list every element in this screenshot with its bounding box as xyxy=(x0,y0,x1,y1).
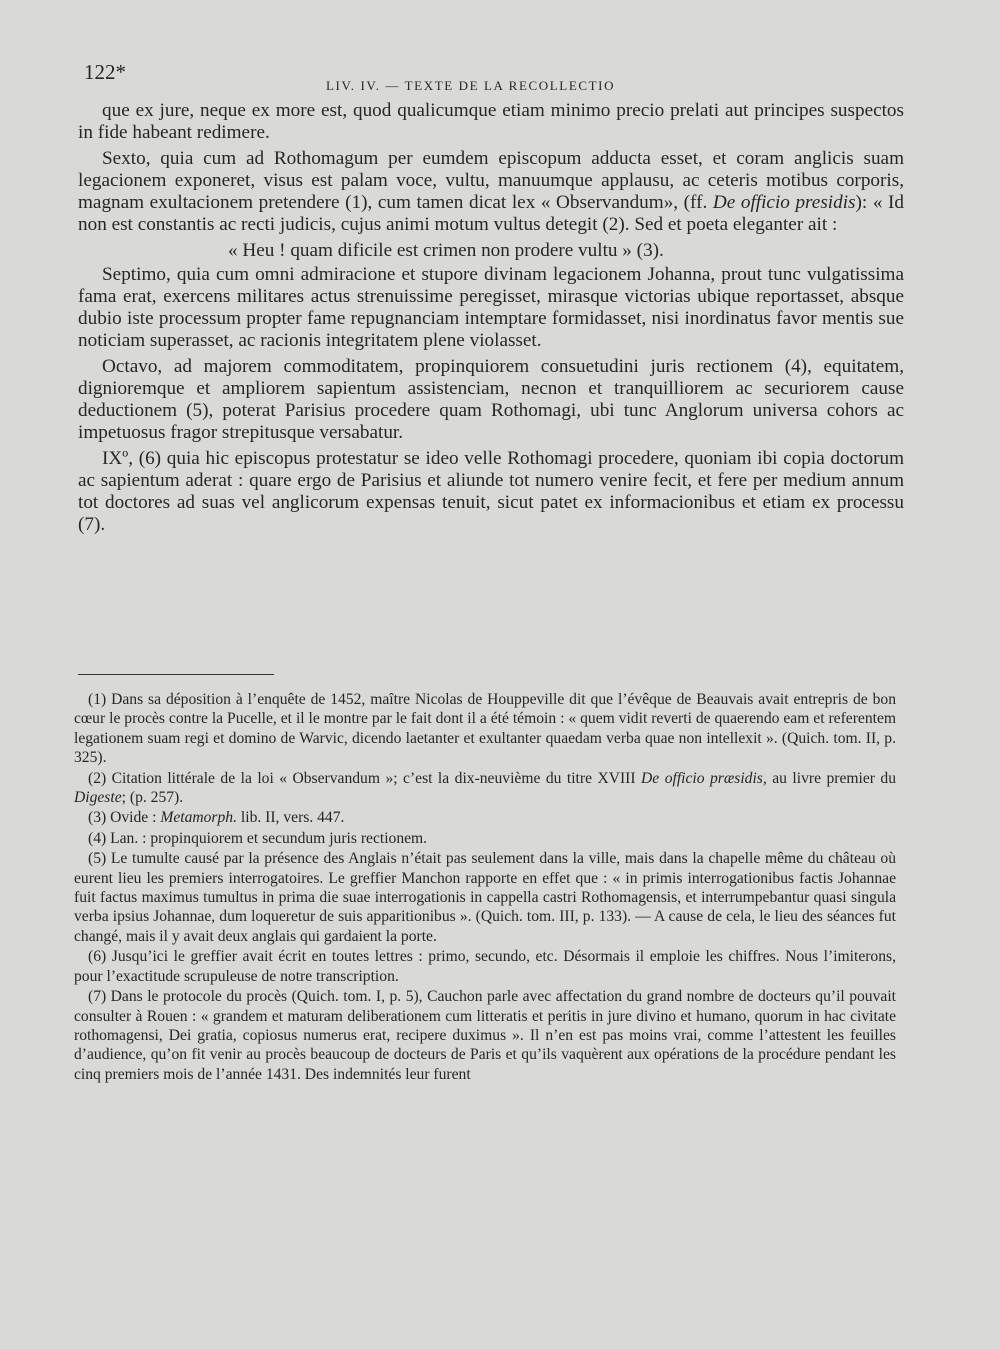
footnote-7: (7) Dans le protocole du procès (Quich. tom. I, p. 5), Cauchon parle avec affectation du grand nombre de docteurs qu’il pouvait consulter à Rouen : « grandem et maturam deliberationem cum litteratis et peritis in jure divino et humano, quorum in hac civitate rothomagensi, Dei gratia, copiosus numerus erat, recipere duximus ». Il n’en est pas moins vrai, comme l’attestent les feuilles d’audience, qu’on fit venir au procès beaucoup de docteurs de Paris et qu’ils vaquèrent aux opérations de la procédure pendant les cinq premiers mois de l’année 1431. Des indemnités leur furent xyxy=(74,988,896,1083)
footnote-2-text-b: au livre premier du xyxy=(772,769,896,787)
footnote-3-work: Metamorph. xyxy=(160,809,237,827)
paragraph-2-text-b: ): « Id non est constantis ac recti judicis, cujus animi motum vultus detegit (2). Sed et poeta eleganter ait : xyxy=(78,192,904,235)
footnote-2-title: De officio præsidis, xyxy=(641,769,767,787)
page-number: 122* xyxy=(84,60,126,84)
paragraph-1: que ex jure, neque ex more est, quod qualicumque etiam minimo precio prelati aut principes suspectos in fide habeant redimere. xyxy=(78,100,904,143)
paragraph-4: Octavo, ad majorem commoditatem, propinquiorem consuetudini juris rectionem (4), equitatem, dignioremque et ampliorem sapientum assistenciam, necnon et tranquilliorem ac securiorem cause deductionem (5), poterat Parisius procedere quam Rothomagi, ubi tunc Anglorum universa cohors ac impetuosus fragor strepitusque versabatur. xyxy=(78,356,904,443)
paragraph-2-text-a: Sexto, quia cum ad Rothomagum per eumdem episcopum adducta esset, et coram anglicis suam legacionem exponeret, visus est palam voce, vultu, manuumque applausu, ac ceteris motibus corporis, magnam exultacionem pretendere (1), cum tamen dicat lex « Observandum», (ff. xyxy=(78,148,904,213)
footnote-2-text-a: (2) Citation littérale de la loi « Observandum »; c’est la dix-neuvième du titre XVIII xyxy=(88,769,636,787)
footnote-6: (6) Jusqu’ici le greffier avait écrit en toutes lettres : primo, secundo, etc. Désormais il emploie les chiffres. Nous l’imiterons, pour l’exactitude scrupuleuse de notre transcription. xyxy=(74,948,896,985)
footnote-divider xyxy=(78,674,274,675)
footnote-3 xyxy=(74,808,896,827)
paragraph-2 xyxy=(78,148,904,236)
footnote-4: (4) Lan. : propinquiorem et secundum juris rectionem. xyxy=(88,829,428,847)
verse-quote: « Heu ! quam dificile est crimen non prodere vultu » (3). xyxy=(228,240,664,261)
paragraph-3: Septimo, quia cum omni admiracione et stupore divinam legacionem Johanna, prout tunc vulgatissima fama erat, exercens militares actus strenuissime peregisset, mirasque victorias ubique reportasset, absque dubio iste processum propter fame repugnanciam intemptare formidasset, nisi inordinatus favor mentis sue noticiam superasset, ac racionis integritatem plene violasset. xyxy=(78,264,904,351)
footnote-3-text-b: lib. II, vers. 447. xyxy=(240,809,345,827)
main-text xyxy=(78,100,904,540)
footnote-1: (1) Dans sa déposition à l’enquête de 1452, maître Nicolas de Houppeville dit que l’évêque de Beauvais avait entrepris de bon cœur le procès contre la Pucelle, et il le montre par le fait dont il a été témoin : « quem vidit reverti de quaerendo eam et referentem legationem suam regi et domino de Warvic, dicendo laetanter et exultanter quaedam verba quae non intellexit ». (Quich. tom. II, p. 325). xyxy=(74,691,896,767)
footnote-2 xyxy=(74,769,896,808)
running-head: LIV. IV. — TEXTE DE LA RECOLLECTIO xyxy=(326,78,616,93)
footnote-2-text-c: ; (p. 257). xyxy=(121,789,184,807)
footnote-3-text-a: (3) Ovide : xyxy=(88,809,157,827)
footnote-5: (5) Le tumulte causé par la présence des Anglais n’était pas seulement dans la ville, mais dans la chapelle même du château où eurent lieu les premiers interrogatoires. Le greffier Manchon rapporte en effet que : « in primis interrogationibus factis Johannae fuit factus maximus tumultus in prima die suae interrogationis in cappella castri Rothomagensis, et interrumpebantur quasi singula verba ipsius Johannae, dum loqueretur de suis apparitionibus ». (Quich. tom. III, p. 133). — A cause de cela, le lieu des séances fut changé, mais il y avait deux anglais qui gardaient la porte. xyxy=(74,850,896,945)
paragraph-2-citation: De officio presidis xyxy=(712,192,856,213)
paragraph-5: IXº, (6) quia hic episcopus protestatur se ideo velle Rothomagi procedere, quoniam ibi copia doctorum ac sapientum aderat : quare ergo de Parisius et aliunde tot numero venire fecit, et fere per medium annum tot doctores ad suas vel anglicorum expensas tenuit, sicut patet ex informacionibus et etiam ex processu (7). xyxy=(78,448,904,535)
footnote-2-digest: Digeste xyxy=(74,789,122,807)
footnotes xyxy=(74,690,896,1085)
